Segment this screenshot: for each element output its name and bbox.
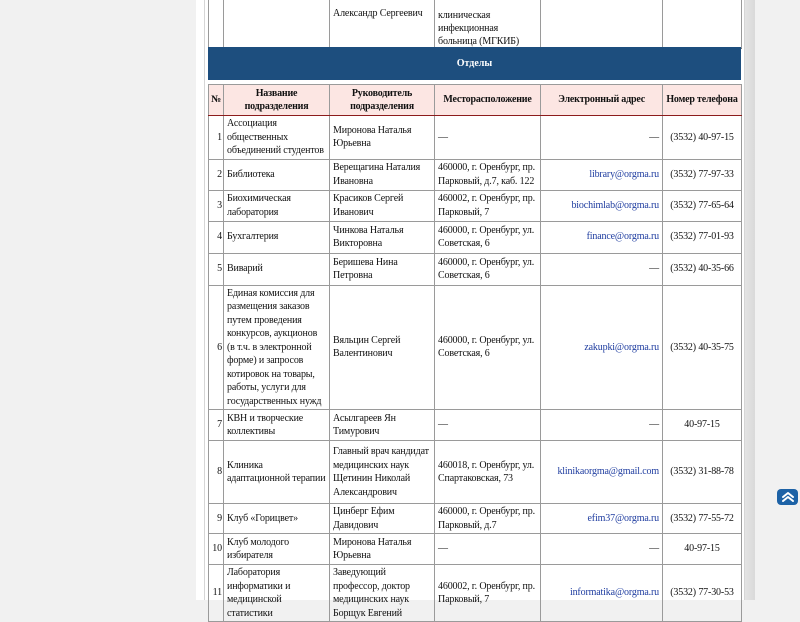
cell-head: Беришева Нина Петровна [330,253,435,285]
cell-num: 5 [209,253,224,285]
email-link[interactable]: zakupki@orgma.ru [584,341,659,353]
cell-num: 4 [209,221,224,253]
cell-email [541,441,663,504]
cell-location: 460000, г. Оренбург, пр. Парковый, д.7, каб. 122 [435,159,541,190]
email-link[interactable]: efim37@orgma.ru [587,512,659,524]
cell-head: Красиков Сергей Иванович [330,190,435,221]
cell-name: Ассоциация общественных объединений студентов [224,116,330,160]
cell-name: Единая комиссия для размещения заказов путем проведения конкурсов, аукционов (в т.ч. в электронной форме) и запросов котировок на товары, работы, услуги для государственных нужд [224,285,330,410]
prev-cell-phone [663,0,742,49]
cell-head: Миронова Наталья Юрьевна [330,116,435,160]
departments-table-container [208,84,742,619]
table-row [209,534,742,565]
email-link[interactable]: finance@orgma.ru [586,231,659,243]
cell-num: 11 [209,565,224,622]
cell-head: Вяльцин Сергей Валентинович [330,285,435,410]
table-header-row [209,85,742,116]
cell-phone: 40-97-15 [663,534,742,565]
cell-name: Лаборатория информатики и медицинской статистики [224,565,330,622]
cell-name: Клуб «Горицвет» [224,504,330,534]
cell-phone: (3532) 31-88-78 [663,441,742,504]
email-link[interactable]: klinikaorgma@gmail.com [557,466,659,478]
content-frame-left [204,0,205,600]
cell-email [541,190,663,221]
column-header-email: Электронный адрес [541,85,663,116]
table-row [209,221,742,253]
cell-email: — [541,410,663,441]
cell-location: — [435,116,541,160]
cell-head: Цинберг Ефим Давидович [330,504,435,534]
column-header-phone: Номер телефона [663,85,742,116]
cell-head: Асылгареев Ян Тимурович [330,410,435,441]
cell-name: Клиника адаптационной терапии [224,441,330,504]
page-shadow-strip [745,0,755,600]
cell-name: КВН и творческие коллективы [224,410,330,441]
cell-phone: (3532) 77-97-33 [663,159,742,190]
cell-email: — [541,534,663,565]
previous-table-row [208,0,741,47]
email-link[interactable]: biochimlab@orgma.ru [571,199,659,211]
cell-head: Чинкова Наталья Викторовна [330,221,435,253]
cell-email [541,504,663,534]
cell-name: Биохимическая лаборатория [224,190,330,221]
cell-location: 460002, г. Оренбург, пр. Парковый, 7 [435,190,541,221]
prev-cell-num [209,0,224,49]
column-header-num: № [209,85,224,116]
cell-name: Библиотека [224,159,330,190]
email-link[interactable]: library@orgma.ru [589,168,659,180]
cell-location: 460000, г. Оренбург, пр. Парковый, д.7 [435,504,541,534]
email-link[interactable]: informatika@orgma.ru [569,587,659,599]
cell-phone: (3532) 77-55-72 [663,504,742,534]
cell-email: — [541,116,663,160]
column-header-location: Месторасположение [435,85,541,116]
prev-cell-email [541,0,663,49]
cell-phone: (3532) 77-30-53 [663,565,742,622]
cell-num: 8 [209,441,224,504]
departments-table [208,84,742,622]
cell-phone: (3532) 40-97-15 [663,116,742,160]
cell-email [541,221,663,253]
cell-num: 1 [209,116,224,160]
cell-name: Бухгалтерия [224,221,330,253]
cell-phone: 40-97-15 [663,410,742,441]
cell-location: 460002, г. Оренбург, пр. Парковый, 7 [435,565,541,622]
column-header-head: Руководитель подразделения [330,85,435,116]
cell-location: 460000, г. Оренбург, ул. Советская, 6 [435,285,541,410]
cell-location: — [435,410,541,441]
cell-num: 7 [209,410,224,441]
cell-email [541,285,663,410]
table-row [209,565,742,622]
cell-email: — [541,253,663,285]
chevron-up-icon [781,491,795,503]
cell-location: — [435,534,541,565]
prev-cell-head: Александр Сергеевич [330,0,435,49]
cell-phone: (3532) 40-35-75 [663,285,742,410]
section-title-bar [208,47,741,80]
table-row [209,410,742,441]
cell-email [541,565,663,622]
cell-phone: (3532) 77-01-93 [663,221,742,253]
cell-phone: (3532) 77-65-64 [663,190,742,221]
cell-head: Заведующий профессор, доктор медицинских наук Борщук Евгений [330,565,435,622]
scroll-to-top-button[interactable] [777,489,798,505]
column-header-name: Название подразделения [224,85,330,116]
section-title: Отделы [456,58,493,69]
cell-num: 6 [209,285,224,410]
table-row [209,441,742,504]
table-row [209,504,742,534]
cell-num: 3 [209,190,224,221]
cell-num: 2 [209,159,224,190]
cell-head: Миронова Наталья Юрьевна [330,534,435,565]
cell-num: 9 [209,504,224,534]
cell-location: 460000, г. Оренбург, ул. Советская, 6 [435,221,541,253]
cell-email [541,159,663,190]
table-row [209,253,742,285]
table-row [209,190,742,221]
cell-head: Верещагина Наталия Ивановна [330,159,435,190]
cell-location: 460018, г. Оренбург, ул. Спартаковская, 73 [435,441,541,504]
table-row [209,285,742,410]
prev-cell-name [224,0,330,49]
cell-name: Виварий [224,253,330,285]
cell-phone: (3532) 40-35-66 [663,253,742,285]
prev-cell-location: клиническая инфекционная больница (МГКИБ) [435,0,541,49]
table-row [209,116,742,160]
table-row [209,159,742,190]
cell-num: 10 [209,534,224,565]
cell-name: Клуб молодого избирателя [224,534,330,565]
cell-head: Главный врач кандидат медицинских наук Щетинин Николай Александрович [330,441,435,504]
cell-location: 460000, г. Оренбург, ул. Советская, 6 [435,253,541,285]
